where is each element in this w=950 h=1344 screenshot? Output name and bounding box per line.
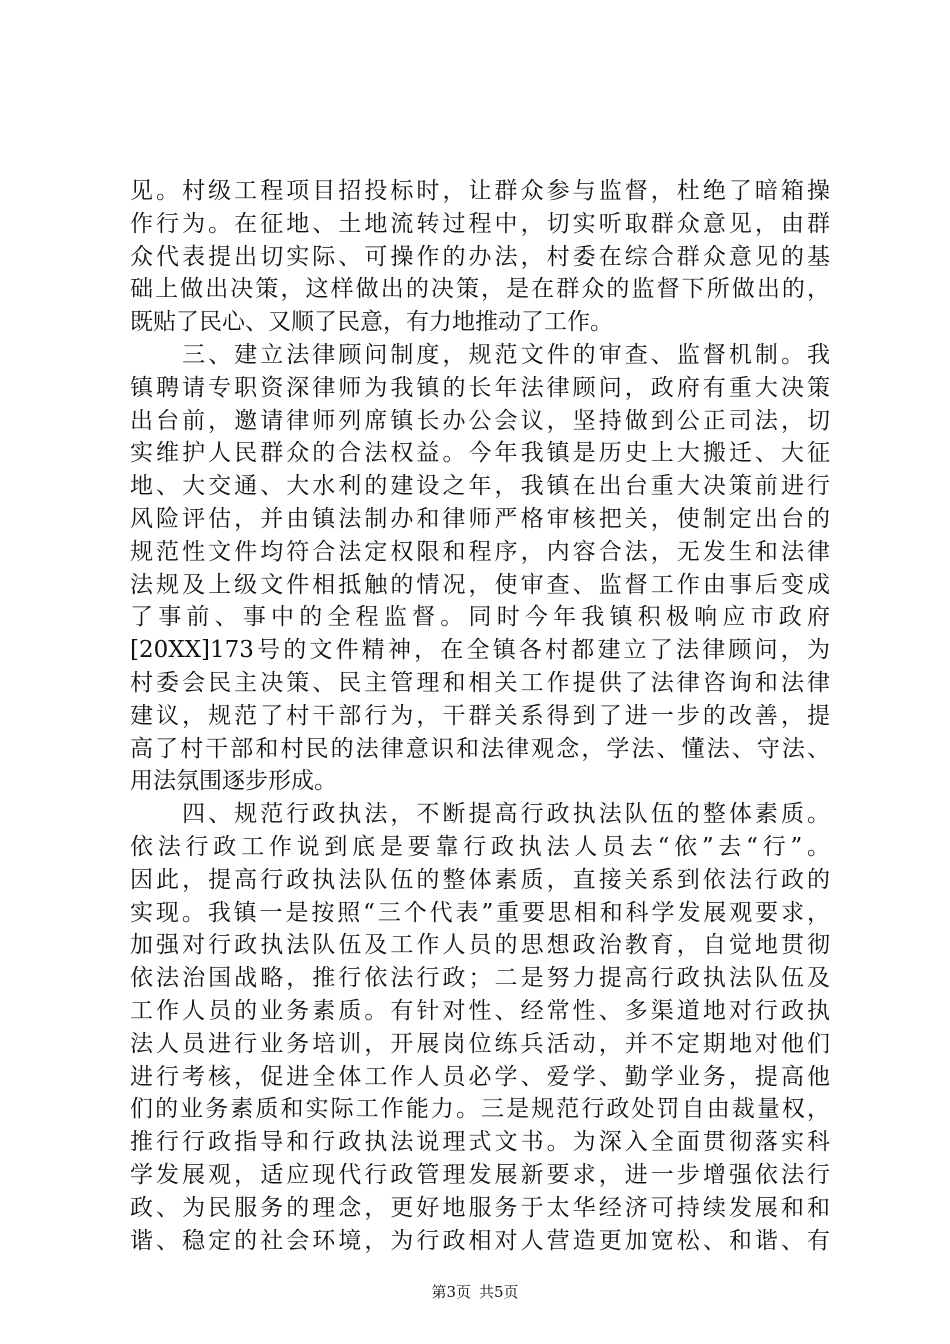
text-line: 们的业务素质和实际工作能力。三是规范行政处罚自由裁量权， (130, 1096, 830, 1123)
text-line: 高了村干部和村民的法律意识和法律观念，学法、懂法、守法、 (130, 735, 830, 762)
page-number: 第3页 (431, 1283, 471, 1301)
text-line: 推行行政指导和行政执法说理式文书。为深入全面贯彻落实科 (130, 1129, 830, 1156)
text-line: 既贴了民心、又顺了民意，有力地推动了工作。 (130, 309, 613, 336)
text-line: 依法治国战略，推行依法行政；二是努力提高行政执法队伍及 (130, 965, 830, 992)
text-line: 众代表提出切实际、可操作的办法，村委在综合群众意见的基 (130, 243, 830, 270)
text-line: 实现。我镇一是按照“三个代表”重要思相和科学发展观要求， (130, 899, 830, 926)
document-body (130, 175, 830, 1257)
page-total: 共5页 (479, 1283, 519, 1301)
text-line: 了事前、事中的全程监督。同时今年我镇积极响应市政府 (130, 604, 830, 631)
text-line: 镇聘请专职资深律师为我镇的长年法律顾问，政府有重大决策 (130, 374, 830, 401)
text-line: 出台前，邀请律师列席镇长办公会议，坚持做到公正司法，切 (130, 407, 830, 434)
text-line: 作行为。在征地、土地流转过程中，切实听取群众意见，由群 (130, 210, 830, 237)
text-line: [20XX]173号的文件精神，在全镇各村都建立了法律顾问，为 (130, 637, 830, 664)
text-line: 加强对行政执法队伍及工作人员的思想政治教育，自觉地贯彻 (130, 932, 830, 959)
text-line: 风险评估，并由镇法制办和律师严格审核把关，使制定出台的 (130, 505, 830, 532)
text-line: 地、大交通、大水利的建设之年，我镇在出台重大决策前进行 (130, 473, 830, 500)
text-line: 进行考核，促进全体工作人员必学、爱学、勤学业务，提高他 (130, 1063, 830, 1090)
text-line: 学发展观，适应现代行政管理发展新要求，进一步增强依法行 (130, 1161, 830, 1188)
text-line: 四、规范行政执法，不断提高行政执法队伍的整体素质。 (130, 801, 830, 828)
page-footer (0, 1282, 950, 1302)
text-line: 用法氛围逐步形成。 (130, 768, 337, 795)
text-line: 政、为民服务的理念，更好地服务于太华经济可持续发展和和 (130, 1194, 830, 1221)
text-line: 法人员进行业务培训，开展岗位练兵活动，并不定期地对他们 (130, 1030, 830, 1057)
text-line: 见。村级工程项目招投标时，让群众参与监督，杜绝了暗箱操 (130, 178, 830, 204)
text-line: 工作人员的业务素质。有针对性、经常性、多渠道地对行政执 (130, 997, 830, 1024)
text-line: 依法行政工作说到底是要靠行政执法人员去“依”去“行”。 (130, 833, 830, 860)
text-line: 法规及上级文件相抵触的情况，使审查、监督工作由事后变成 (130, 571, 830, 598)
text-line: 建议，规范了村干部行为，干群关系得到了进一步的改善，提 (130, 702, 830, 729)
text-line: 谐、稳定的社会环境，为行政相对人营造更加宽松、和谐、有 (130, 1227, 830, 1254)
text-line: 规范性文件均符合法定权限和程序，内容合法，无发生和法律 (130, 538, 830, 565)
text-line: 实维护人民群众的合法权益。今年我镇是历史上大搬迁、大征 (130, 440, 830, 467)
text-line: 三、建立法律顾问制度，规范文件的审查、监督机制。我 (130, 341, 830, 368)
text-line: 因此，提高行政执法队伍的整体素质，直接关系到依法行政的 (130, 866, 830, 893)
text-line: 础上做出决策，这样做出的决策，是在群众的监督下所做出的， (130, 276, 830, 303)
text-line: 村委会民主决策、民主管理和相关工作提供了法律咨询和法律 (130, 669, 830, 696)
